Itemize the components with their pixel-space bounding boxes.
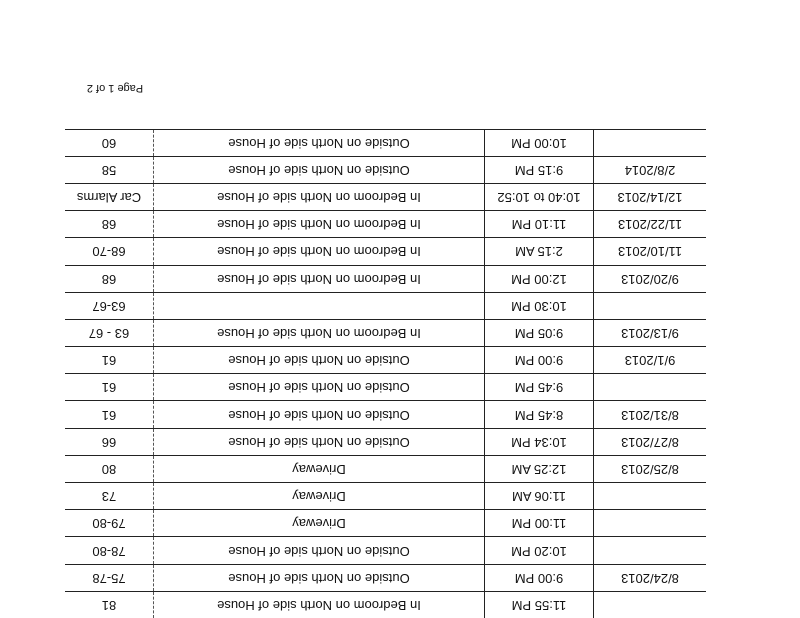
location-cell: Outside on North side of House: [154, 374, 485, 401]
date-cell: 11/22/2013: [594, 211, 707, 238]
reading-cell: 73: [65, 483, 154, 510]
date-cell: [594, 129, 707, 156]
location-cell: Driveway: [154, 455, 485, 482]
table-row: [65, 374, 706, 401]
table-row: [65, 265, 706, 292]
location-cell: Outside on North side of House: [154, 401, 485, 428]
date-cell: [594, 591, 707, 618]
location-cell: In Bedroom on North side of House: [154, 591, 485, 618]
time-cell: 10:34 PM: [485, 428, 594, 455]
time-cell: 9:00 PM: [485, 564, 594, 591]
date-cell: [594, 292, 707, 319]
date-cell: [594, 537, 707, 564]
time-cell: 10:30 PM: [485, 292, 594, 319]
reading-cell: 66: [65, 428, 154, 455]
reading-cell: 61: [65, 347, 154, 374]
location-cell: In Bedroom on North side of House: [154, 265, 485, 292]
location-cell: In Bedroom on North side of House: [154, 211, 485, 238]
reading-cell: 61: [65, 401, 154, 428]
time-cell: 10:40 to 10:52: [485, 184, 594, 211]
table-row: [65, 591, 706, 618]
reading-cell: Car Alarms: [65, 184, 154, 211]
time-cell: 11:00 PM: [485, 510, 594, 537]
location-cell: [154, 292, 485, 319]
date-cell: 8/24/2013: [594, 564, 707, 591]
table-row: [65, 347, 706, 374]
table-row: [65, 319, 706, 346]
date-cell: 8/25/2013: [594, 455, 707, 482]
location-cell: Outside on North side of House: [154, 428, 485, 455]
location-cell: Outside on North side of House: [154, 156, 485, 183]
reading-cell: 61: [65, 374, 154, 401]
table-row: [65, 211, 706, 238]
location-cell: Outside on North side of House: [154, 347, 485, 374]
date-cell: 2/8/2014: [594, 156, 707, 183]
time-cell: 11:55 PM: [485, 591, 594, 618]
table-row: [65, 428, 706, 455]
reading-cell: 58: [65, 156, 154, 183]
reading-cell: 79-80: [65, 510, 154, 537]
time-cell: 9:45 PM: [485, 374, 594, 401]
table-row: [65, 156, 706, 183]
date-cell: [594, 483, 707, 510]
date-cell: 8/31/2013: [594, 401, 707, 428]
date-cell: [594, 510, 707, 537]
reading-cell: 60: [65, 129, 154, 156]
reading-cell: 63-67: [65, 292, 154, 319]
location-cell: Outside on North side of House: [154, 537, 485, 564]
date-cell: 11/10/2013: [594, 238, 707, 265]
date-cell: 8/27/2013: [594, 428, 707, 455]
date-cell: 9/20/2013: [594, 265, 707, 292]
location-cell: Driveway: [154, 483, 485, 510]
table-row: [65, 129, 706, 156]
time-cell: 2:15 AM: [485, 238, 594, 265]
location-cell: In Bedroom on North side of House: [154, 319, 485, 346]
table-row: [65, 455, 706, 482]
location-cell: Driveway: [154, 510, 485, 537]
table-row: [65, 184, 706, 211]
location-cell: Outside on North side of House: [154, 564, 485, 591]
table-row: [65, 292, 706, 319]
location-cell: Outside on North side of House: [154, 129, 485, 156]
reading-cell: 68: [65, 211, 154, 238]
table-row: [65, 564, 706, 591]
time-cell: 10:00 PM: [485, 129, 594, 156]
reading-cell: 68-70: [65, 238, 154, 265]
time-cell: 9:00 PM: [485, 347, 594, 374]
time-cell: 10:20 PM: [485, 537, 594, 564]
page-number: Page 1 of 2: [86, 82, 144, 94]
table-row: [65, 238, 706, 265]
date-cell: 12/14/2013: [594, 184, 707, 211]
noise-log-table: [65, 129, 706, 618]
time-cell: 12:00 PM: [485, 265, 594, 292]
time-cell: 8:45 PM: [485, 401, 594, 428]
time-cell: 9:05 PM: [485, 319, 594, 346]
date-cell: 9/13/2013: [594, 319, 707, 346]
date-cell: 9/1/2013: [594, 347, 707, 374]
noise-log-body: [65, 129, 706, 618]
table-row: [65, 537, 706, 564]
table-row: [65, 483, 706, 510]
location-cell: In Bedroom on North side of House: [154, 238, 485, 265]
reading-cell: 80: [65, 455, 154, 482]
reading-cell: 68: [65, 265, 154, 292]
time-cell: 12:25 AM: [485, 455, 594, 482]
time-cell: 11:06 AM: [485, 483, 594, 510]
date-cell: [594, 374, 707, 401]
time-cell: 9:15 PM: [485, 156, 594, 183]
reading-cell: 81: [65, 591, 154, 618]
reading-cell: 78-80: [65, 537, 154, 564]
location-cell: In Bedroom on North side of House: [154, 184, 485, 211]
reading-cell: 63 - 67: [65, 319, 154, 346]
reading-cell: 75-78: [65, 564, 154, 591]
table-row: [65, 401, 706, 428]
time-cell: 11:10 PM: [485, 211, 594, 238]
table-row: [65, 510, 706, 537]
